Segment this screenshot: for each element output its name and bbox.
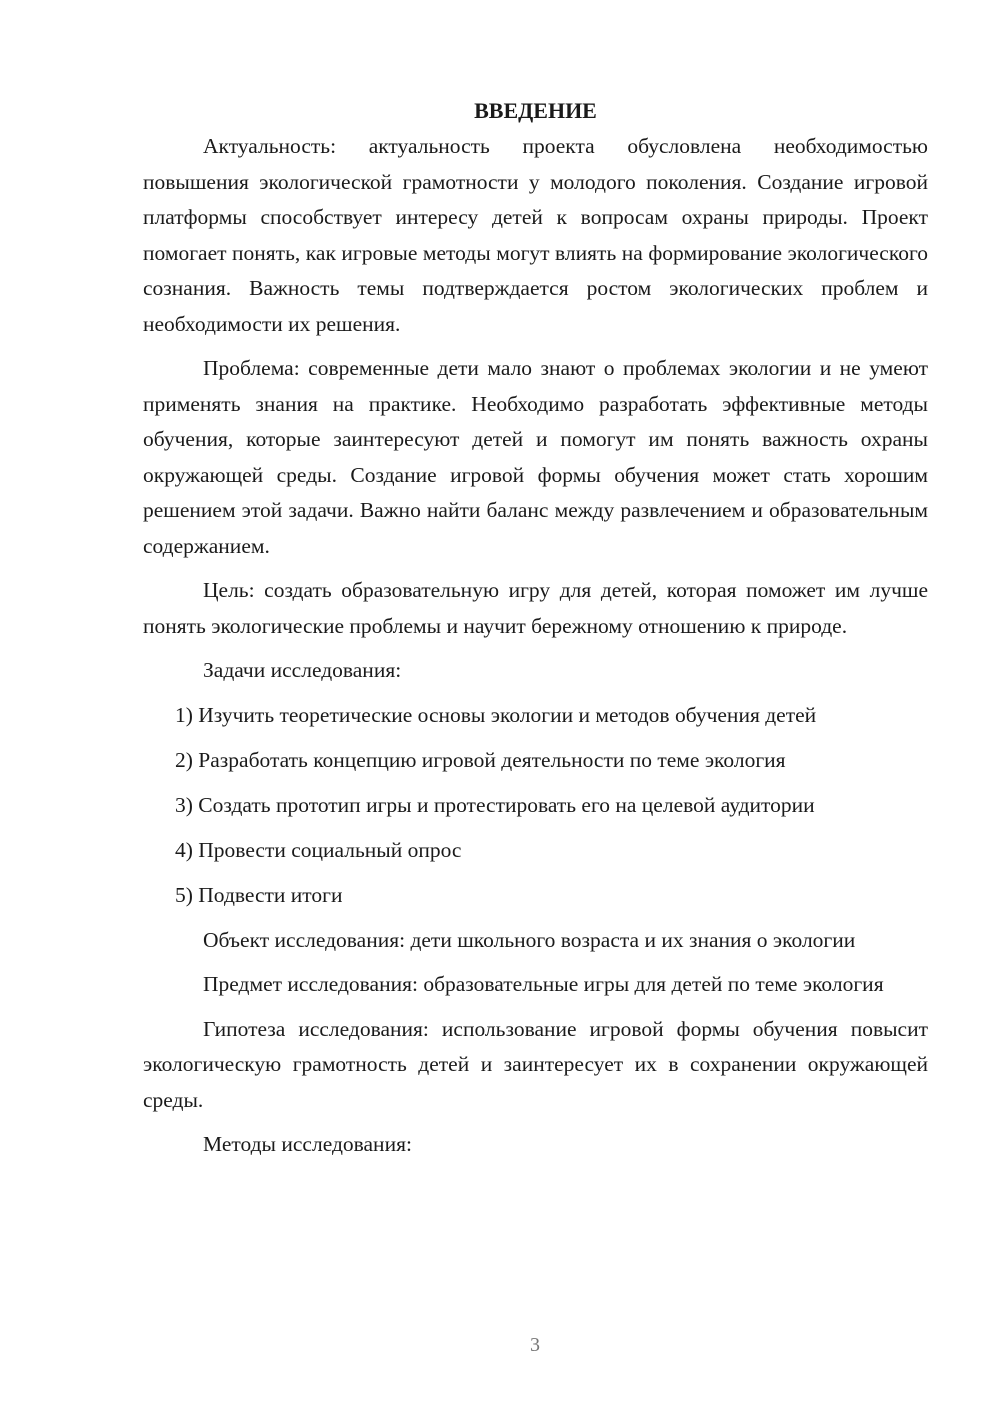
methods-title: Методы исследования:	[203, 1132, 412, 1156]
tasks-title: Задачи исследования:	[203, 658, 402, 682]
page-number: 3	[530, 1334, 540, 1356]
problem-paragraph: Проблема: современные дети мало знают о проблемах экологии и не умеют применять знания на практике. Необходимо разработать эффективные методы обучения, которые заинтересуют детей и помогут им понять важность охраны окружающей среды. Создание игровой формы обучения может стать хорошим решением этой задачи. Важно найти баланс между развлечением и образовательным содержанием.	[143, 356, 928, 558]
goal-paragraph: Цель: создать образовательную игру для детей, которая поможет им лучше понять экологические проблемы и научит бережному отношению к природе.	[143, 578, 928, 638]
subject-paragraph: Предмет исследования: образовательные игры для детей по теме экология	[203, 972, 884, 996]
page-heading: ВВЕДЕНИЕ	[474, 98, 597, 123]
object-paragraph: Объект исследования: дети школьного возраста и их знания о экологии	[203, 927, 856, 952]
tasks-list	[143, 698, 928, 914]
hypothesis-paragraph: Гипотеза исследования: использование игровой формы обучения повысит экологическую грамотность детей и заинтересует их в сохранении окружающей среды.	[143, 1016, 928, 1112]
list-item: 1) Изучить теоретические основы экологии и методов обучения детей	[175, 702, 817, 727]
list-item: 5) Подвести итоги	[175, 882, 343, 907]
list-item: 3) Создать прототип игры и протестировать его на целевой аудитории	[175, 792, 815, 817]
list-item: 4) Провести социальный опрос	[175, 837, 462, 862]
relevance-paragraph: Актуальность: актуальность проекта обусловлена необходимостью повышения экологической грамотности у молодого поколения. Создание игровой платформы способствует интересу детей к вопросам охраны природы. Проект помогает понять, как игровые методы могут влиять на формирование экологического сознания. Важность темы подтверждается ростом экологических проблем и необходимости их решения.	[143, 134, 928, 336]
document-page	[143, 96, 928, 1172]
list-item: 2) Разработать концепцию игровой деятельности по теме экология	[175, 747, 786, 772]
